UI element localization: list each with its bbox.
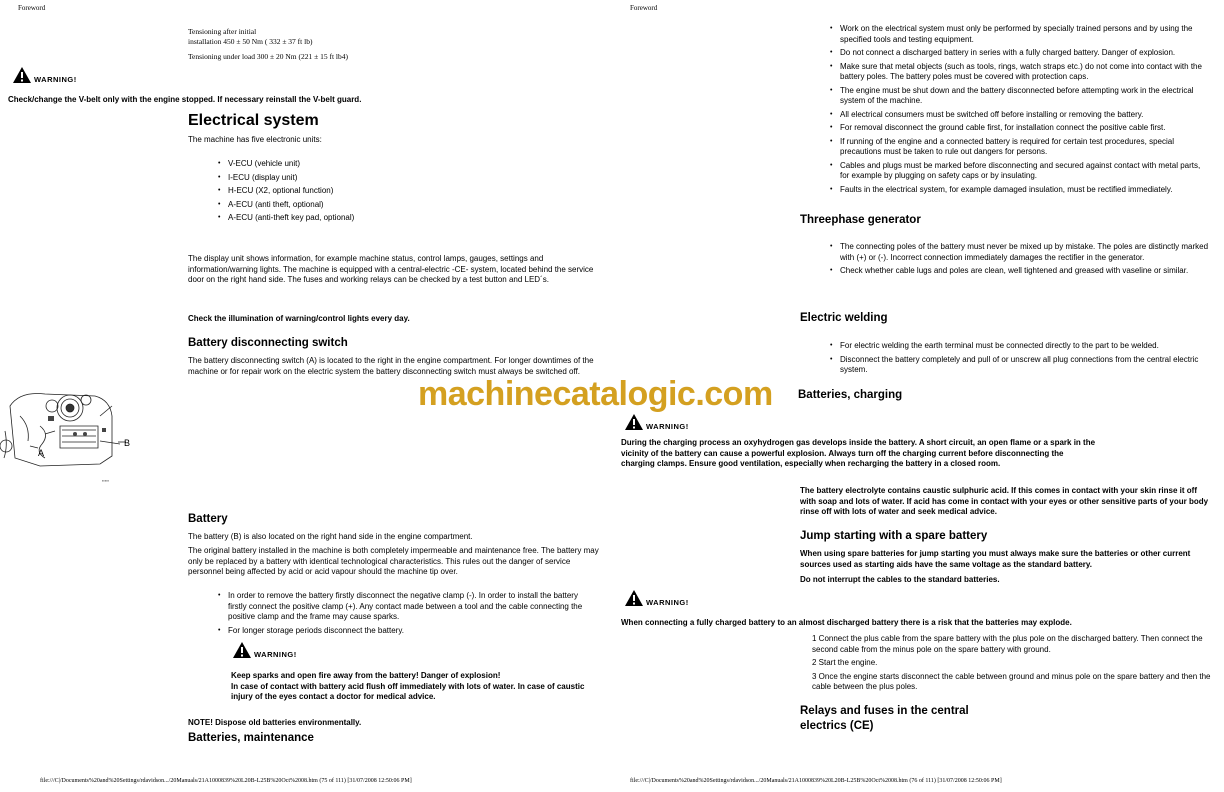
battery-warning-block xyxy=(232,641,297,659)
battery-warning-line: In case of contact with battery acid flush off immediately with lots of water. In case of caustic injury of the eyes contact a doctor for medical advice. xyxy=(231,681,585,701)
jump-warning-text: When connecting a fully charged battery to an almost discharged battery there is a risk that the batteries may explode. xyxy=(621,618,1072,627)
battery-instructions-list xyxy=(218,591,596,639)
figure-label-a: A xyxy=(38,448,45,458)
jump-warning-block xyxy=(624,589,689,607)
welding-item: • For electric welding the earth terminal must be connected directly to the part to be welded. xyxy=(830,341,1210,352)
charging-warning-text: During the charging process an oxyhydrogen gas develops inside the battery. A short circuit, an open flame or a spark in the vicinity of the battery can cause a powerful explosion. Always turn off the charging current before disconnecting the charging clamps. Ensure good ventilation, especially when recharging the battery in a closed room. xyxy=(621,438,1096,468)
electronic-unit-item: • A-ECU (anti-theft key pad, optional) xyxy=(218,213,518,224)
figure-label-b: B xyxy=(124,438,131,448)
warning-triangle-icon xyxy=(624,413,644,431)
check-lights-note: Check the illumination of warning/control lights every day. xyxy=(188,314,410,323)
battery-warning-line: Keep sparks and open fire away from the battery! Danger of explosion! xyxy=(231,671,501,680)
jump-starting-title: Jump starting with a spare battery xyxy=(800,530,988,542)
electrical-safety-item: • All electrical consumers must be switched off before installing or removing the battery. xyxy=(830,110,1210,121)
electrical-safety-item: • Cables and plugs must be marked before disconnecting and secured against contact with metal parts, for example by plugging on safety caps or by insulating. xyxy=(830,161,1210,182)
charging-warning-block xyxy=(624,413,689,431)
tension-line: Tensioning under load 300 ± 20 Nm (221 ± 15 ft lb4) xyxy=(188,52,348,61)
vbelt-warning: Check/change the V-belt only with the engine stopped. If necessary reinstall the V-belt guard. xyxy=(8,95,362,104)
threephase-item: • The connecting poles of the battery must never be mixed up by mistake. The poles are distinctly marked with (+) or (-). Incorrect connection immediately damages the rectifier in the generator. xyxy=(830,242,1210,263)
battery-warning-text xyxy=(231,671,601,703)
page-header: Foreword xyxy=(18,4,46,12)
electrical-system-title: Electrical system xyxy=(188,112,319,129)
warning-triangle-icon xyxy=(624,589,644,607)
welding-list xyxy=(830,341,1210,379)
dispose-note: NOTE! Dispose old batteries environmentally. xyxy=(188,718,362,727)
battery-location-text: The battery (B) is also located on the right hand side in the engine compartment. xyxy=(188,532,473,541)
electronic-unit-item: • H-ECU (X2, optional function) xyxy=(218,186,518,197)
engine-illustration xyxy=(0,386,148,488)
battery-title: Battery xyxy=(188,513,228,525)
electronic-unit-item: • A-ECU (anti theft, optional) xyxy=(218,200,518,211)
electrical-safety-item: • The engine must be shut down and the battery disconnected before attempting work in the electrical system of the machine. xyxy=(830,86,1210,107)
electrical-safety-item: • For removal disconnect the ground cable first, for installation connect the positive cable first. xyxy=(830,123,1210,134)
warning-label: WARNING! xyxy=(34,75,77,84)
jump-starting-text: When using spare batteries for jump starting you must always make sure the batteries or other current sources used as starting aids have the same voltage as the standard battery. xyxy=(800,549,1191,569)
threephase-title: Threephase generator xyxy=(800,214,921,226)
page-footer: file:///C|/Documents%20and%20Settings/rdavidson.../20Manuals/21A1000839%20L20B-L25B%20Oct%2008.htm (76 of 111) [31/07/2008 12:50:06 PM] xyxy=(630,778,1002,784)
battery-switch-text: The battery disconnecting switch (A) is located to the right in the engine compartment. For longer downtimes of the machine or for repair work on the electric system the battery disconnecting switch must always be switched off. xyxy=(188,356,594,376)
watermark: machinecatalogic.com xyxy=(418,375,773,413)
battery-instruction-item: • For longer storage periods disconnect the battery. xyxy=(218,626,596,637)
batteries-maintenance-title: Batteries, maintenance xyxy=(188,732,314,744)
electrolyte-warning-text: The battery electrolyte contains caustic sulphuric acid. If this comes in contact with your skin rinse it off with soap and lots of water. If acid has come in contact with your eyes or other sensitive parts of your body rinse off with lots of water and seek medical advice. xyxy=(800,486,1209,516)
battery-description-text: The original battery installed in the machine is both completely impermeable and maintenance free. The battery may only be replaced by a battery with identical technological characteristics. This rules out the danger of service personnel being affected by acid or acid vapour should the machine tip over. xyxy=(188,546,599,576)
engine-compartment-figure xyxy=(0,386,148,488)
jump-step: 2 Start the engine. xyxy=(812,658,878,667)
jump-steps-list xyxy=(812,634,1212,696)
electrical-intro: The machine has five electronic units: xyxy=(188,135,322,144)
electrical-safety-item: • Work on the electrical system must only be performed by specially trained persons and by using the specified tools and testing equipment. xyxy=(830,24,1210,45)
threephase-item: • Check whether cable lugs and poles are clean, well tightened and greased with vaseline or similar. xyxy=(830,266,1210,277)
tension-line: installation 450 ± 50 Nm ( 332 ± 37 ft lb) xyxy=(188,37,313,46)
electrical-safety-item: • Do not connect a discharged battery in series with a fully charged battery. Danger of explosion. xyxy=(830,48,1210,59)
electrical-safety-item: • Make sure that metal objects (such as tools, rings, watch straps etc.) do not come into contact with the battery poles. The battery poles must be covered with protection caps. xyxy=(830,62,1210,83)
electronic-unit-item: • I-ECU (display unit) xyxy=(218,173,518,184)
warning-triangle-icon xyxy=(12,66,32,84)
electrical-safety-list xyxy=(830,24,1210,198)
electrical-safety-item: • Faults in the electrical system, for example damaged insulation, must be rectified immediately. xyxy=(830,185,1210,196)
warning-label: WARNING! xyxy=(254,650,297,659)
battery-instruction-item: • In order to remove the battery firstly disconnect the negative clamp (-). In order to install the battery firstly connect the positive clamp (+). Any contact made between a tool and the cable connecting the positive clamp and the frame may cause sparks. xyxy=(218,591,596,623)
jump-step: 3 Once the engine starts disconnect the cable between ground and minus pole on the spare battery and then the cable between the plus poles. xyxy=(812,671,1211,691)
jump-cables-note: Do not interrupt the cables to the standard batteries. xyxy=(800,575,1000,584)
battery-switch-title: Battery disconnecting switch xyxy=(188,337,348,349)
page-header: Foreword xyxy=(630,4,658,12)
warning-label: WARNING! xyxy=(646,598,689,607)
relays-fuses-title: Relays and fuses in the central electrics (CE) xyxy=(800,705,969,732)
jump-step: 1 Connect the plus cable from the spare battery with the plus pole on the discharged battery. Then connect the second cable from the minus pole on the spare battery with ground. xyxy=(812,634,1203,654)
tension-line: Tensioning after initial xyxy=(188,27,257,36)
warning-block xyxy=(12,66,77,84)
electric-welding-title: Electric welding xyxy=(800,312,888,324)
electrical-safety-item: • If running of the engine and a connected battery is required for certain test procedures, special precautions must be taken to rule out dangers for persons. xyxy=(830,137,1210,158)
display-unit-text: The display unit shows information, for example machine status, control lamps, gauges, settings and information/warning lights. The machine is equipped with a central-electric -CE- system, located behind the service door on the right hand side. The fuses and working relays can be checked by a test button and LED´s. xyxy=(188,254,594,284)
warning-triangle-icon xyxy=(232,641,252,659)
page-footer: file:///C|/Documents%20and%20Settings/rdavidson.../20Manuals/21A1000839%20L20B-L25B%20Oct%2008.htm (75 of 111) [31/07/2008 12:50:06 PM] xyxy=(40,778,412,784)
threephase-list xyxy=(830,242,1210,280)
tension-spec xyxy=(188,27,348,62)
batteries-charging-title: Batteries, charging xyxy=(798,389,903,401)
welding-item: • Disconnect the battery completely and pull of or unscrew all plug connections from the central electric system. xyxy=(830,355,1210,376)
figure-code: ▪▪▪▪▪ xyxy=(102,478,110,483)
warning-label: WARNING! xyxy=(646,422,689,431)
electronic-unit-item: • V-ECU (vehicle unit) xyxy=(218,159,518,170)
electronic-units-list xyxy=(218,159,518,227)
